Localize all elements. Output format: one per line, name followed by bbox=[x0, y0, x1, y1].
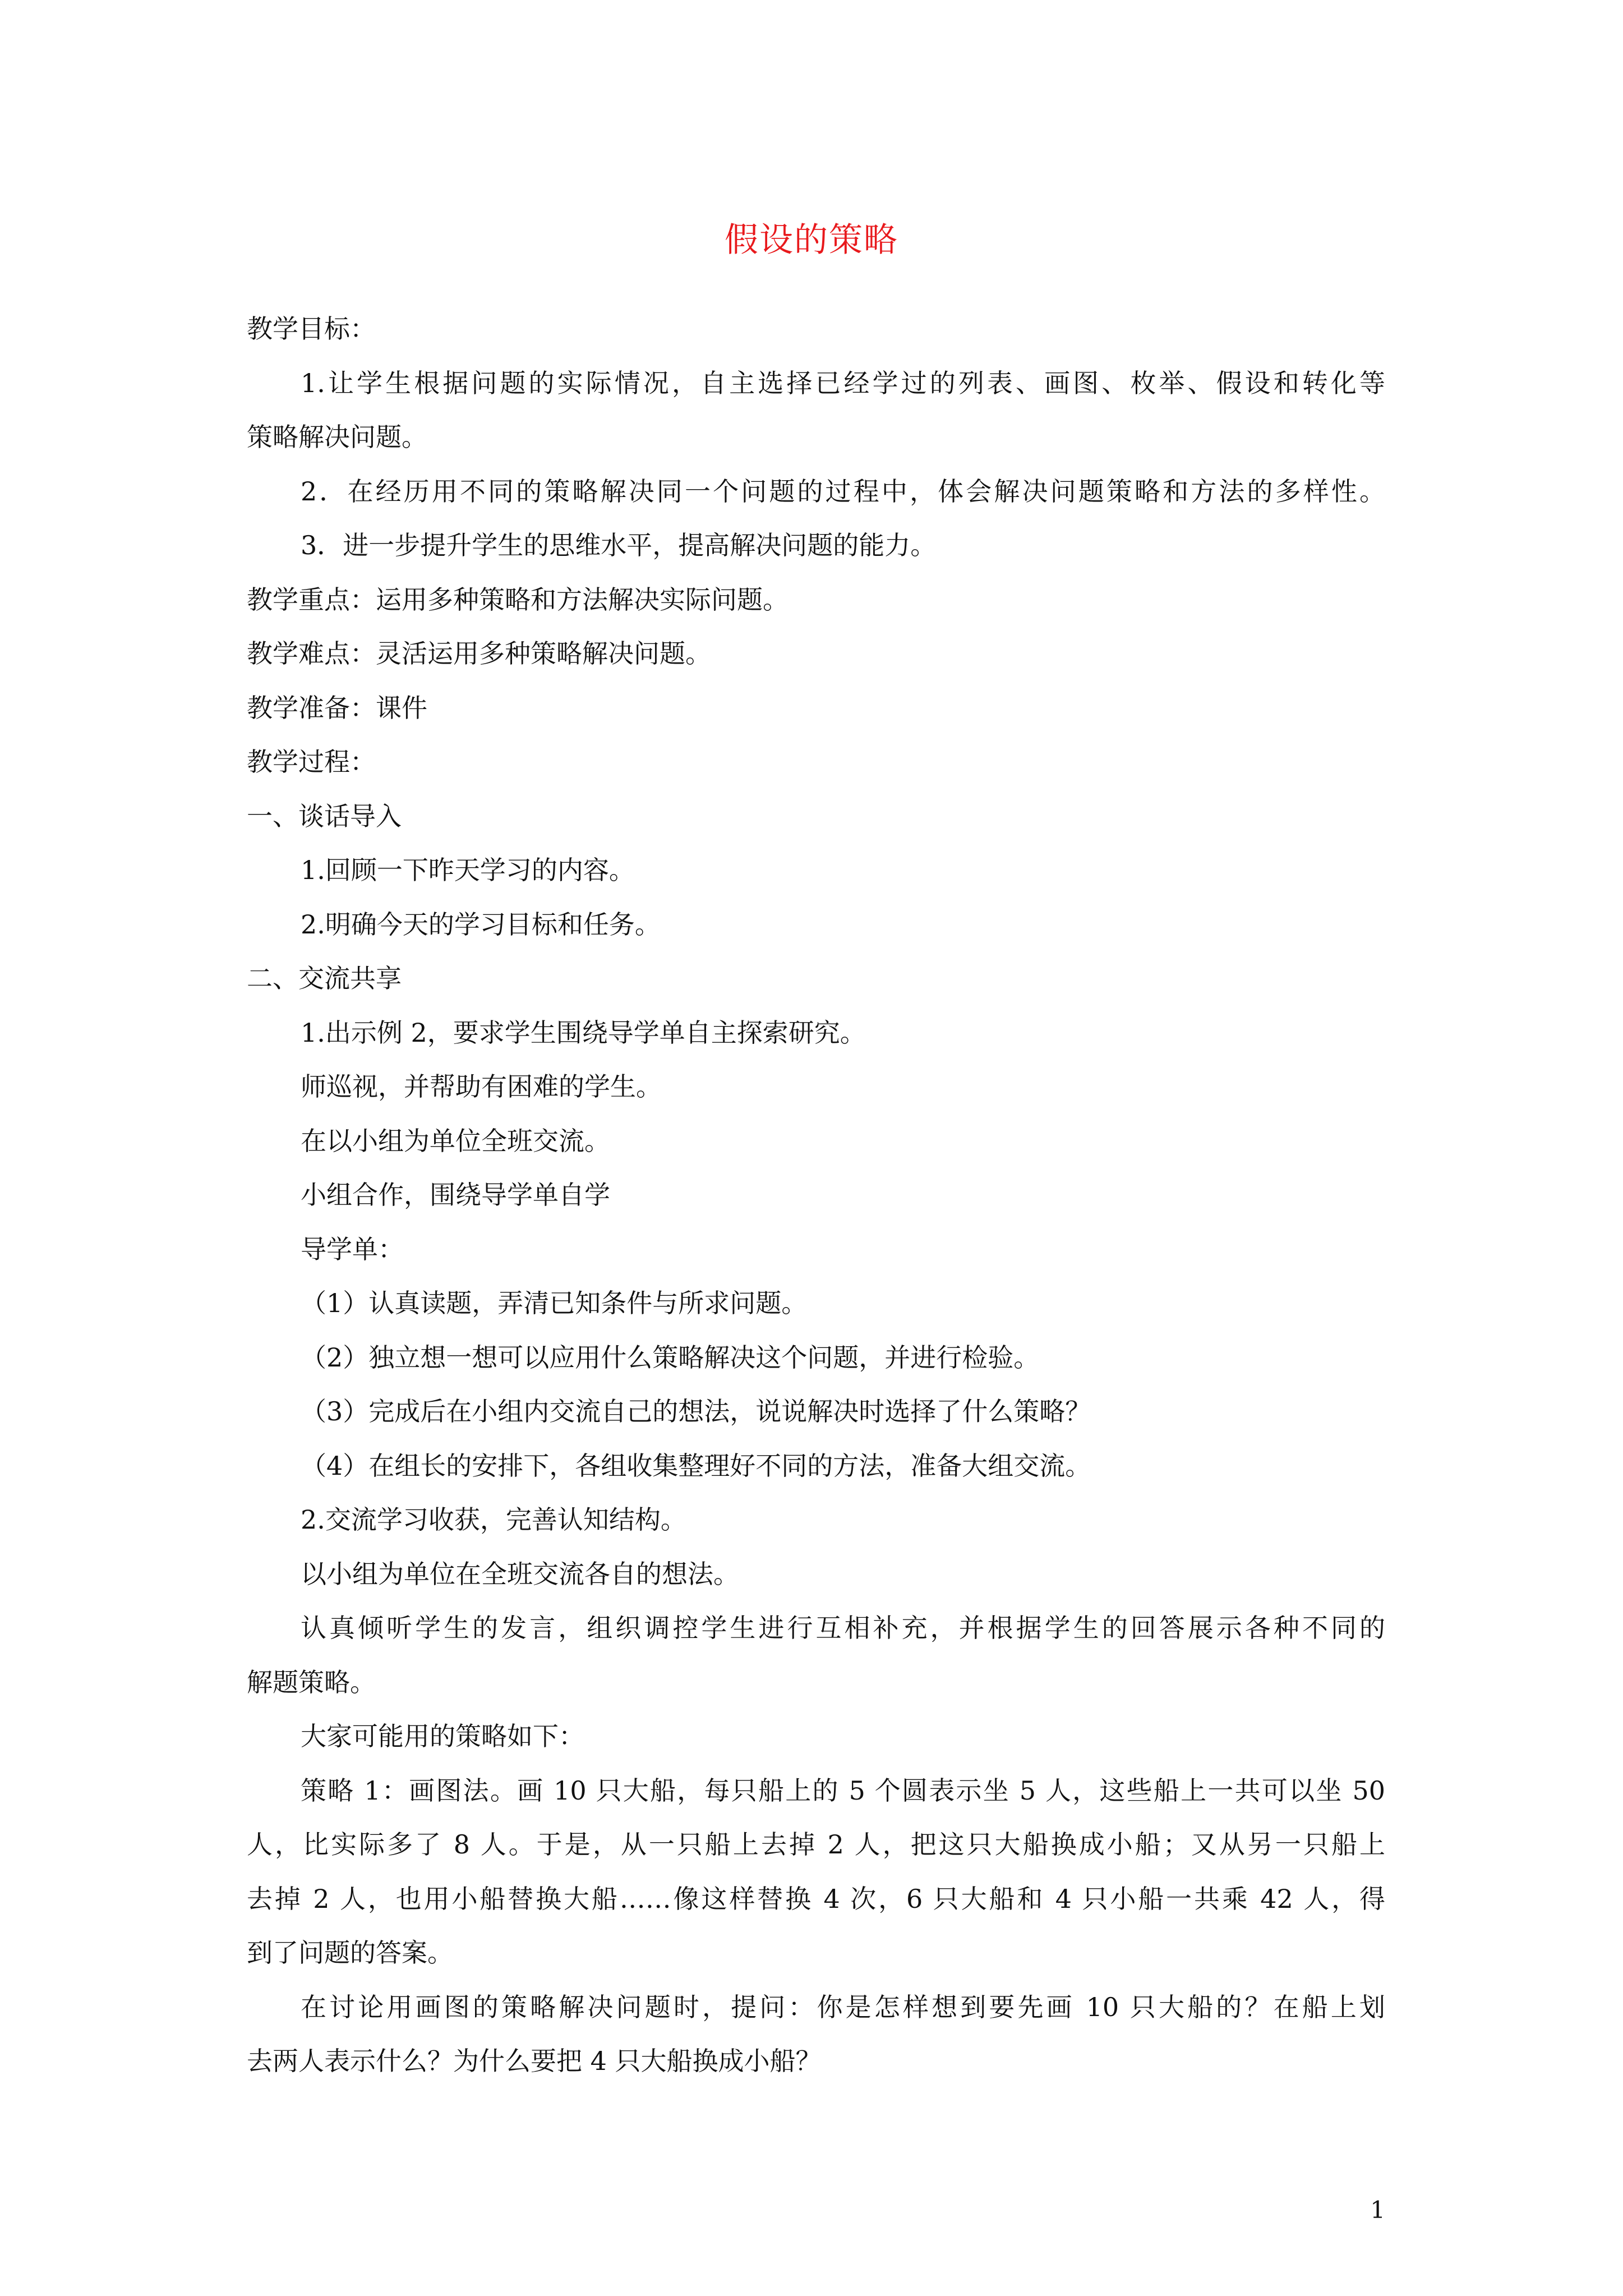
objective-item: 3．进一步提升学生的思维水平，提高解决问题的能力。 bbox=[301, 530, 937, 560]
paragraph: 师巡视，并帮助有困难的学生。 bbox=[301, 1071, 662, 1102]
paragraph-continued: 解题策略。 bbox=[247, 1667, 376, 1697]
strategy-paragraph-continued: 去掉 2 人，也用小船替换大船……像这样替换 4 次，6 只大船和 4 只小船一共乘 42 人，得 bbox=[247, 1883, 1385, 1914]
paragraph: 大家可能用的策略如下： bbox=[301, 1721, 584, 1751]
guide-list-item: （4）在组长的安排下，各组收集整理好不同的方法，准备大组交流。 bbox=[301, 1450, 1091, 1481]
paragraph: 1.回顾一下昨天学习的内容。 bbox=[301, 855, 635, 885]
paragraph: 以小组为单位在全班交流各自的想法。 bbox=[301, 1558, 739, 1589]
page-number: 1 bbox=[1370, 2196, 1385, 2224]
paragraph: 导学单： bbox=[301, 1234, 404, 1264]
section-heading-objectives: 教学目标： bbox=[247, 314, 376, 344]
paragraph: 在讨论用画图的策略解决问题时，提问：你是怎样想到要先画 10 只大船的？在船上划 bbox=[301, 1991, 1385, 2022]
objective-item-continued: 策略解决问题。 bbox=[247, 422, 427, 452]
document-body bbox=[247, 302, 1385, 2088]
teaching-key-point: 教学重点：运用多种策略和方法解决实际问题。 bbox=[247, 584, 789, 615]
teaching-difficulty: 教学难点：灵活运用多种策略解决问题。 bbox=[247, 638, 711, 669]
guide-list-item: （3）完成后在小组内交流自己的想法，说说解决时选择了什么策略？ bbox=[301, 1396, 1091, 1427]
paragraph: 在以小组为单位全班交流。 bbox=[301, 1125, 610, 1156]
section-heading-part-2: 二、交流共享 bbox=[247, 963, 402, 993]
document-title: 假设的策略 bbox=[725, 220, 898, 260]
objective-item: 2．在经历用不同的策略解决同一个问题的过程中，体会解决问题策略和方法的多样性。 bbox=[301, 476, 1385, 507]
section-heading-part-1: 一、谈话导入 bbox=[247, 800, 402, 831]
paragraph: 小组合作，围绕导学单自学 bbox=[301, 1180, 610, 1210]
paragraph: 1.出示例 2，要求学生围绕导学单自主探索研究。 bbox=[301, 1017, 866, 1048]
objective-item: 1.让学生根据问题的实际情况，自主选择已经学过的列表、画图、枚举、假设和转化等 bbox=[301, 367, 1385, 398]
paragraph: 认真倾听学生的发言，组织调控学生进行互相补充，并根据学生的回答展示各种不同的 bbox=[301, 1613, 1385, 1643]
guide-list-item: （2）独立想一想可以应用什么策略解决这个问题，并进行检验。 bbox=[301, 1342, 1040, 1373]
teaching-preparation: 教学准备：课件 bbox=[247, 692, 427, 723]
guide-list-item: （1）认真读题，弄清已知条件与所求问题。 bbox=[301, 1288, 808, 1318]
paragraph: 2.明确今天的学习目标和任务。 bbox=[301, 909, 661, 940]
strategy-paragraph-continued: 人，比实际多了 8 人。于是，从一只船上去掉 2 人，把这只大船换成小船；又从另一只船上 bbox=[247, 1829, 1385, 1860]
strategy-paragraph: 策略 1：画图法。画 10 只大船，每只船上的 5 个圆表示坐 5 人，这些船上一共可以坐 50 bbox=[301, 1775, 1385, 1806]
paragraph: 2.交流学习收获，完善认知结构。 bbox=[301, 1504, 686, 1535]
paragraph-continued: 去两人表示什么？为什么要把 4 只大船换成小船？ bbox=[247, 2046, 822, 2076]
section-heading-process: 教学过程： bbox=[247, 747, 376, 777]
strategy-paragraph-continued: 到了问题的答案。 bbox=[247, 1938, 453, 1968]
